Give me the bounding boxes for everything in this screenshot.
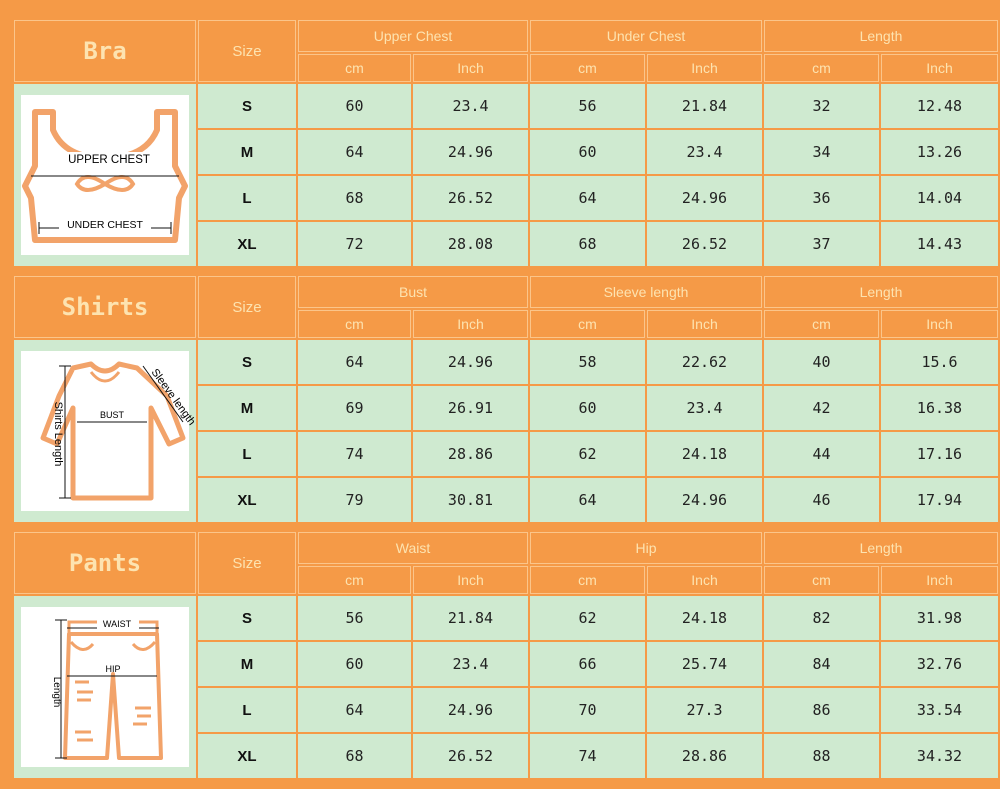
unit-header: cm bbox=[298, 54, 411, 82]
table-cell: 72 bbox=[298, 222, 411, 266]
unit-header: Inch bbox=[413, 310, 528, 338]
table-cell: 60 bbox=[298, 84, 411, 128]
unit-header: cm bbox=[764, 566, 879, 594]
bra-illustration bbox=[14, 84, 196, 266]
table-cell: 44 bbox=[764, 432, 879, 476]
shirts-illustration bbox=[14, 340, 196, 522]
table-cell: 70 bbox=[530, 688, 645, 732]
table-cell: 26.52 bbox=[413, 176, 528, 220]
table-cell: 24.96 bbox=[647, 478, 762, 522]
table-cell: 64 bbox=[298, 340, 411, 384]
table-cell: 74 bbox=[530, 734, 645, 778]
size-label: XL bbox=[198, 734, 296, 778]
table-cell: 56 bbox=[530, 84, 645, 128]
table-cell: 24.96 bbox=[413, 340, 528, 384]
group-header-length: Length bbox=[764, 20, 998, 52]
unit-header: cm bbox=[764, 54, 879, 82]
table-cell: 84 bbox=[764, 642, 879, 686]
table-cell: 62 bbox=[530, 432, 645, 476]
table-cell: 25.74 bbox=[647, 642, 762, 686]
size-label: L bbox=[198, 432, 296, 476]
size-header: Size bbox=[198, 20, 296, 82]
illustration-label: Length bbox=[51, 676, 62, 708]
shirts-size-table bbox=[14, 276, 984, 516]
table-cell: 60 bbox=[530, 130, 645, 174]
size-label: S bbox=[198, 596, 296, 640]
unit-header: cm bbox=[298, 310, 411, 338]
shirt-diagram-icon bbox=[21, 356, 198, 506]
illustration-label: Shirts Length bbox=[52, 401, 64, 467]
size-label: S bbox=[198, 84, 296, 128]
size-label: L bbox=[198, 176, 296, 220]
size-header: Size bbox=[198, 532, 296, 594]
table-cell: 86 bbox=[764, 688, 879, 732]
table-cell: 24.18 bbox=[647, 596, 762, 640]
illustration-label: BUST bbox=[99, 410, 125, 420]
group-header-length: Length bbox=[764, 276, 998, 308]
table-cell: 28.86 bbox=[413, 432, 528, 476]
table-cell: 17.16 bbox=[881, 432, 998, 476]
unit-header: cm bbox=[530, 54, 645, 82]
size-header: Size bbox=[198, 276, 296, 338]
table-cell: 64 bbox=[298, 130, 411, 174]
unit-header: Inch bbox=[647, 566, 762, 594]
table-cell: 34 bbox=[764, 130, 879, 174]
bra-diagram-icon bbox=[21, 100, 189, 250]
table-cell: 21.84 bbox=[647, 84, 762, 128]
size-label: M bbox=[198, 130, 296, 174]
table-cell: 31.98 bbox=[881, 596, 998, 640]
pants-diagram-icon bbox=[21, 612, 189, 762]
table-cell: 62 bbox=[530, 596, 645, 640]
illustration-label: Sleeve length bbox=[148, 366, 198, 428]
table-cell: 64 bbox=[530, 478, 645, 522]
table-cell: 23.4 bbox=[647, 386, 762, 430]
bra-size-table bbox=[14, 20, 984, 260]
pants-size-table bbox=[14, 532, 984, 772]
table-cell: 64 bbox=[530, 176, 645, 220]
table-cell: 23.4 bbox=[413, 84, 528, 128]
table-cell: 13.26 bbox=[881, 130, 998, 174]
section-title: Shirts bbox=[14, 276, 196, 338]
table-cell: 22.62 bbox=[647, 340, 762, 384]
table-cell: 24.96 bbox=[413, 688, 528, 732]
table-cell: 64 bbox=[298, 688, 411, 732]
group-header-hip: Hip bbox=[530, 532, 762, 564]
table-cell: 68 bbox=[298, 734, 411, 778]
table-cell: 24.96 bbox=[647, 176, 762, 220]
size-label: S bbox=[198, 340, 296, 384]
table-cell: 68 bbox=[298, 176, 411, 220]
table-cell: 58 bbox=[530, 340, 645, 384]
table-cell: 30.81 bbox=[413, 478, 528, 522]
table-cell: 56 bbox=[298, 596, 411, 640]
size-label: XL bbox=[198, 478, 296, 522]
table-cell: 37 bbox=[764, 222, 879, 266]
group-header-waist: Waist bbox=[298, 532, 528, 564]
table-cell: 28.86 bbox=[647, 734, 762, 778]
table-cell: 27.3 bbox=[647, 688, 762, 732]
table-cell: 74 bbox=[298, 432, 411, 476]
table-cell: 60 bbox=[298, 642, 411, 686]
table-cell: 32 bbox=[764, 84, 879, 128]
table-cell: 82 bbox=[764, 596, 879, 640]
table-cell: 26.52 bbox=[413, 734, 528, 778]
size-label: L bbox=[198, 688, 296, 732]
table-cell: 40 bbox=[764, 340, 879, 384]
table-cell: 24.18 bbox=[647, 432, 762, 476]
table-cell: 36 bbox=[764, 176, 879, 220]
table-cell: 16.38 bbox=[881, 386, 998, 430]
illustration-label: HIP bbox=[105, 664, 121, 674]
unit-header: Inch bbox=[647, 310, 762, 338]
section-title: Pants bbox=[14, 532, 196, 594]
table-cell: 28.08 bbox=[413, 222, 528, 266]
table-cell: 24.96 bbox=[413, 130, 528, 174]
group-header-sleeve-length: Sleeve length bbox=[530, 276, 762, 308]
table-cell: 14.04 bbox=[881, 176, 998, 220]
unit-header: Inch bbox=[881, 310, 998, 338]
size-label: M bbox=[198, 642, 296, 686]
group-header-upper-chest: Upper Chest bbox=[298, 20, 528, 52]
table-cell: 69 bbox=[298, 386, 411, 430]
table-cell: 14.43 bbox=[881, 222, 998, 266]
group-header-length: Length bbox=[764, 532, 998, 564]
size-label: M bbox=[198, 386, 296, 430]
table-cell: 79 bbox=[298, 478, 411, 522]
table-cell: 42 bbox=[764, 386, 879, 430]
table-cell: 23.4 bbox=[413, 642, 528, 686]
table-cell: 88 bbox=[764, 734, 879, 778]
unit-header: cm bbox=[530, 566, 645, 594]
table-cell: 26.91 bbox=[413, 386, 528, 430]
table-cell: 17.94 bbox=[881, 478, 998, 522]
table-cell: 34.32 bbox=[881, 734, 998, 778]
unit-header: Inch bbox=[413, 54, 528, 82]
table-cell: 66 bbox=[530, 642, 645, 686]
table-cell: 60 bbox=[530, 386, 645, 430]
illustration-label: WAIST bbox=[102, 619, 132, 629]
pants-illustration bbox=[14, 596, 196, 778]
table-cell: 21.84 bbox=[413, 596, 528, 640]
group-header-bust: Bust bbox=[298, 276, 528, 308]
unit-header: cm bbox=[764, 310, 879, 338]
illustration-label: UNDER CHEST bbox=[67, 219, 143, 231]
unit-header: Inch bbox=[647, 54, 762, 82]
section-title: Bra bbox=[14, 20, 196, 82]
table-cell: 26.52 bbox=[647, 222, 762, 266]
table-cell: 32.76 bbox=[881, 642, 998, 686]
table-cell: 15.6 bbox=[881, 340, 998, 384]
table-cell: 68 bbox=[530, 222, 645, 266]
group-header-under-chest: Under Chest bbox=[530, 20, 762, 52]
unit-header: Inch bbox=[413, 566, 528, 594]
size-label: XL bbox=[198, 222, 296, 266]
unit-header: cm bbox=[530, 310, 645, 338]
table-cell: 33.54 bbox=[881, 688, 998, 732]
unit-header: Inch bbox=[881, 54, 998, 82]
unit-header: cm bbox=[298, 566, 411, 594]
table-cell: 46 bbox=[764, 478, 879, 522]
table-cell: 23.4 bbox=[647, 130, 762, 174]
unit-header: Inch bbox=[881, 566, 998, 594]
illustration-label: UPPER CHEST bbox=[68, 154, 150, 166]
table-cell: 12.48 bbox=[881, 84, 998, 128]
